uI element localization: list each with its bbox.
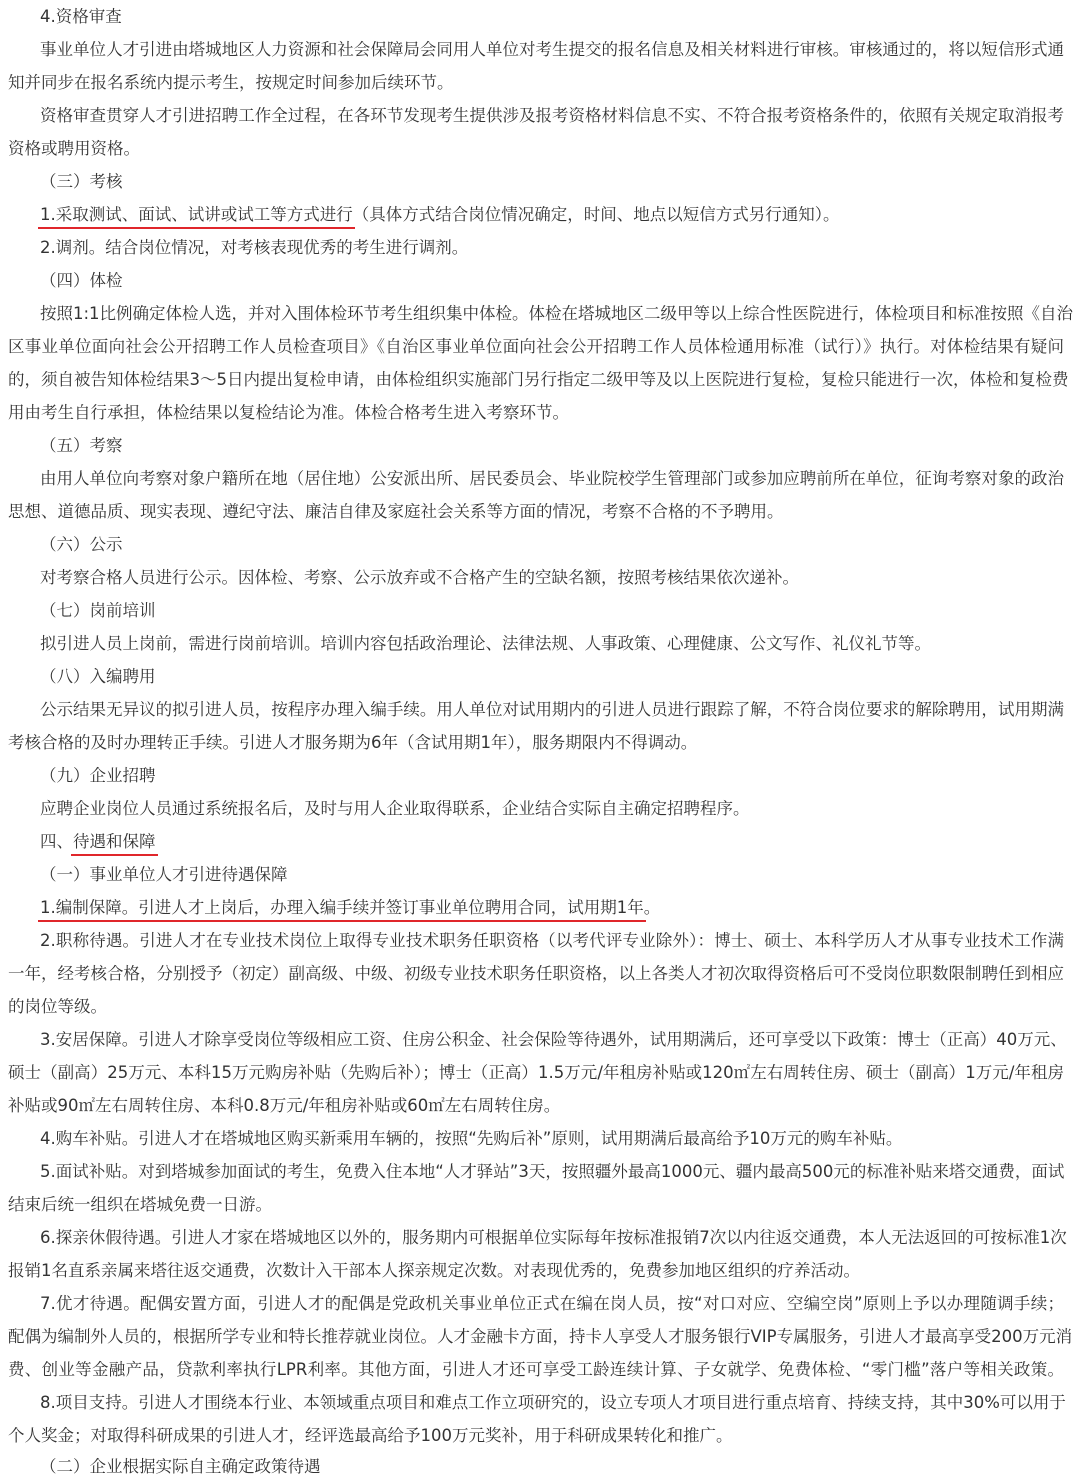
chapter-number: 四、: [40, 832, 73, 851]
paragraph-line: [0, 198, 840, 231]
paragraph-line: 的岗位等级。: [8, 997, 107, 1016]
paragraph-line: 硕士（副高）25万元、本科15万元购房补贴（先购后补）；博士（正高）1.5万元/年租房补贴或120㎡左右周转住房、硕士（副高）1万元/年租房: [8, 1063, 1064, 1082]
paragraph-line: 思想、道德品质、现实表现、遵纪守法、廉洁自律及家庭社会关系等方面的情况，考察不合格的不予聘用。: [8, 502, 784, 521]
paragraph-line: 应聘企业岗位人员通过系统报名后，及时与用人企业取得联系，企业结合实际自主确定招聘程序。: [40, 799, 750, 818]
paragraph-text: （具体方式结合岗位情况确定，时间、地点以短信方式另行通知）。: [352, 205, 840, 224]
paragraph-line: 费、创业等金融产品，贷款利率执行LPR利率。其他方面，引进人才还可享受工龄连续计算、子女就学、免费体检、“零门槛”落户等相关政策。: [8, 1360, 1064, 1379]
paragraph-line: 2.职称待遇。引进人才在专业技术岗位上取得专业技术职务任职资格（以考代评专业除外）：博士、硕士、本科学历人才从事专业技术工作满: [40, 931, 1064, 950]
section-heading-inspection: （五）考察: [40, 436, 123, 455]
paragraph-line: 资格审查贯穿人才引进招聘工作全过程，在各环节发现考生提供涉及报考资格材料信息不实、不符合报考资格条件的，依照有关规定取消报考: [40, 106, 1064, 125]
paragraph-line: 8.项目支持。引进人才围绕本行业、本领域重点项目和难点工作立项研究的，设立专项人才项目进行重点培育、持续支持，其中30%可以用于: [40, 1393, 1066, 1412]
paragraph-line: [0, 891, 660, 924]
section-heading-physical-exam: （四）体检: [40, 271, 123, 290]
paragraph-line: 按照1:1比例确定体检人选，并对入围体检环节考生组织集中体检。体检在塔城地区二级甲等以上综合性医院进行，体检项目和标准按照《自治: [40, 304, 1074, 323]
paragraph-line: 个人奖金；对取得科研成果的引进人才，经评选最高给予100万元奖补，用于科研成果转化和推广。: [8, 1426, 733, 1445]
underlined-text: 1.采取测试、面试、试讲或试工等方式进行: [40, 198, 353, 231]
paragraph-line: 用由考生自行承担，体检结果以复检结论为准。体检合格考生进入考察环节。: [8, 403, 569, 422]
paragraph-line: 考核合格的及时办理转正手续。引进人才服务期为6年（含试用期1年），服务期限内不得调动。: [8, 733, 698, 752]
paragraph-line: 对考察合格人员进行公示。因体检、考察、公示放弃或不合格产生的空缺名额，按照考核结果依次递补。: [40, 568, 799, 587]
section-heading-training: （七）岗前培训: [40, 601, 156, 620]
underlined-text: 1.编制保障。引进人才上岗后，办理入编手续并签订事业单位聘用合同，试用期1年: [40, 891, 644, 924]
section-heading-institution-benefits: （一）事业单位人才引进待遇保障: [40, 865, 288, 884]
chapter-heading-benefits: [0, 825, 156, 858]
paragraph-line: 6.探亲休假待遇。引进人才家在塔城地区以外的，服务期内可根据单位实际每年按标准报销7次以内往返交通费，本人无法返回的可按标准1次: [40, 1228, 1067, 1247]
section-heading-publicity: （六）公示: [40, 535, 123, 554]
paragraph-line: 报销1名直系亲属来塔往返交通费，次数计入干部本人探亲规定次数。对表现优秀的，免费参加地区组织的疗养活动。: [8, 1261, 860, 1280]
section-heading-assessment: （三）考核: [40, 172, 123, 191]
underlined-text: 待遇和保障: [73, 825, 156, 858]
paragraph-line: 事业单位人才引进由塔城地区人力资源和社会保障局会同用人单位对考生提交的报名信息及相关材料进行审核。审核通过的，将以短信形式通: [40, 40, 1064, 59]
paragraph-line: 4.购车补贴。引进人才在塔城地区购买新乘用车辆的，按照“先购后补”原则，试用期满后最高给予10万元的购车补贴。: [40, 1129, 903, 1148]
paragraph-line: 2.调剂。结合岗位情况，对考核表现优秀的考生进行调剂。: [40, 238, 469, 257]
paragraph-line: 5.面试补贴。对到塔城参加面试的考生，免费入住本地“人才驿站”3天，按照疆外最高1000元、疆内最高500元的标准补贴来塔交通费，面试: [40, 1162, 1065, 1181]
paragraph-line: 区事业单位面向社会公开招聘工作人员检查项目》《自治区事业单位面向社会公开招聘工作人员体检通用标准（试行）》执行。对体检结果有疑问: [8, 337, 1064, 356]
paragraph-line: 3.安居保障。引进人才除享受岗位等级相应工资、住房公积金、社会保险等待遇外，试用期满后，还可享受以下政策：博士（正高）40万元、: [40, 1030, 1067, 1049]
paragraph-text: 。: [643, 898, 661, 917]
section-heading-enterprise: （九）企业招聘: [40, 766, 156, 785]
paragraph-line: 拟引进人员上岗前，需进行岗前培训。培训内容包括政治理论、法律法规、人事政策、心理健康、公文写作、礼仪礼节等。: [40, 634, 931, 653]
section-heading-enterprise-benefits: （二）企业根据实际自主确定政策待遇: [40, 1457, 321, 1476]
section-heading-employment: （八）入编聘用: [40, 667, 156, 686]
paragraph-line: 公示结果无异议的拟引进人员，按程序办理入编手续。用人单位对试用期内的引进人员进行跟踪了解，不符合岗位要求的解除聘用，试用期满: [40, 700, 1064, 719]
paragraph-line: 结束后统一组织在塔城免费一日游。: [8, 1195, 272, 1214]
paragraph-line: 一年，经考核合格，分别授予（初定）副高级、中级、初级专业技术职务任职资格，以上各类人才初次取得资格后可不受岗位职数限制聘任到相应: [8, 964, 1064, 983]
paragraph-line: 知并同步在报名系统内提示考生，按规定时间参加后续环节。: [8, 73, 454, 92]
paragraph-line: 配偶为编制外人员的，根据所学专业和特长推荐就业岗位。人才金融卡方面，持卡人享受人才服务银行VIP专属服务，引进人才最高享受200万元消: [8, 1327, 1073, 1346]
paragraph-line: 由用人单位向考察对象户籍所在地（居住地）公安派出所、居民委员会、毕业院校学生管理部门或参加应聘前所在单位，征询考察对象的政治: [40, 469, 1064, 488]
paragraph-line: 资格或聘用资格。: [8, 139, 140, 158]
paragraph-line: 7.优才待遇。配偶安置方面，引进人才的配偶是党政机关事业单位正式在编在岗人员，按“对口对应、空编空岗”原则上予以办理随调手续；: [40, 1294, 1064, 1313]
paragraph-line: 的，须自被告知体检结果3～5日内提出复检申请，由体检组织实施部门另行指定二级甲等及以上医院进行复检，复检只能进行一次，体检和复检费: [8, 370, 1069, 389]
paragraph-line: 补贴或90㎡左右周转住房、本科0.8万元/年租房补贴或60㎡左右周转住房。: [8, 1096, 561, 1115]
item-heading-qualification-review: 4.资格审查: [40, 7, 122, 26]
